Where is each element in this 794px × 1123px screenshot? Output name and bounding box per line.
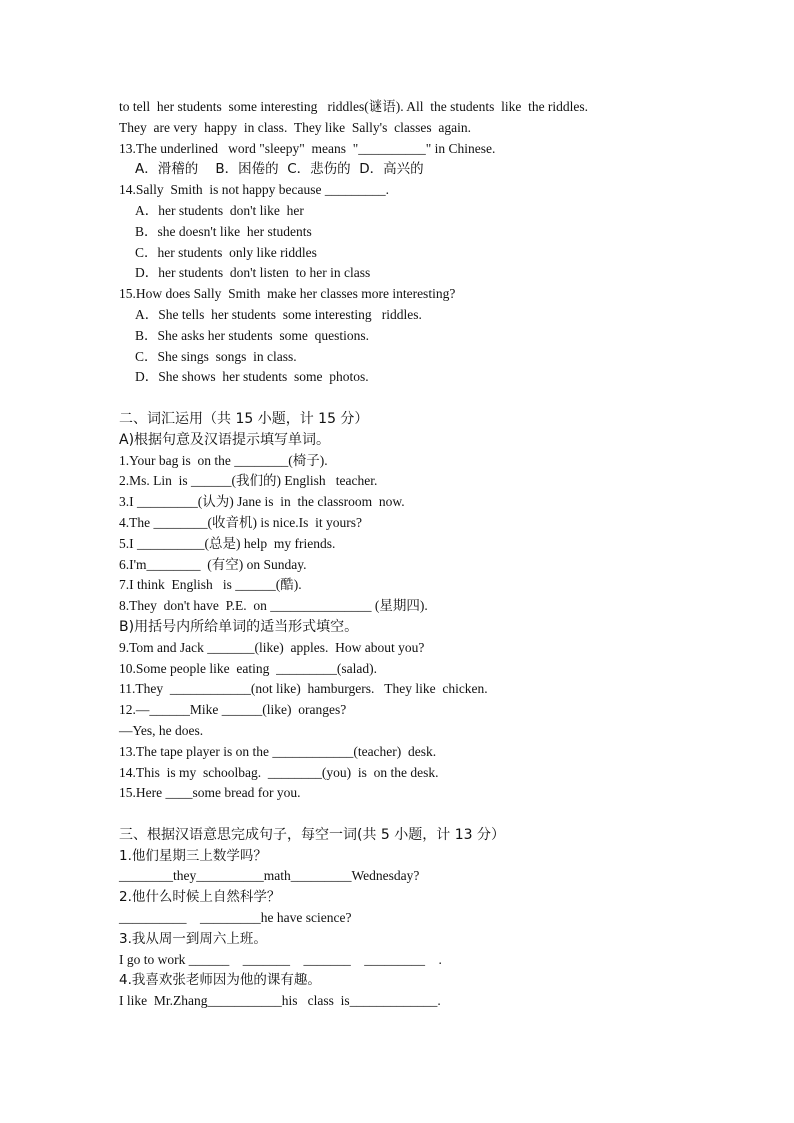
translation-blank-line: I like Mr.Zhang___________his class is_____________. (119, 993, 441, 1009)
form-item: 12.—______Mike ______(like) oranges? (119, 702, 347, 718)
section-2-title: 二、词汇运用（共 15 小题，计 15 分） (119, 410, 369, 427)
question-13-stem: 13.The underlined word "sleepy" means "__________" in Chinese. (119, 140, 496, 156)
question-15-stem: 15.How does Sally Smith make her classes more interesting? (119, 286, 456, 302)
vocab-item: 1.Your bag is on the ________(椅子). (119, 452, 328, 468)
vocab-item: 6.I'm________ (有空) on Sunday. (119, 556, 307, 572)
question-15-option-b: B．She asks her students some questions. (135, 327, 369, 343)
translation-prompt: 3.我从周一到周六上班。 (119, 930, 267, 947)
vocab-item: 8.They don't have P.E. on _______________ (星期四). (119, 598, 428, 614)
form-item: 15.Here ____some bread for you. (119, 785, 301, 801)
passage-line: to tell her students some interesting riddles(谜语). All the students like the riddles. (119, 99, 589, 114)
translation-prompt: 2.他什么时候上自然科学？ (119, 889, 281, 906)
vocab-item: 5.I __________(总是) help my friends. (119, 535, 336, 551)
question-14-option-b: B．she doesn't like her students (135, 223, 312, 239)
form-item: 10.Some people like eating _________(salad). (119, 660, 377, 676)
vocab-item: 4.The ________(收音机) is nice.Is it yours? (119, 514, 362, 530)
form-item-answer: —Yes, he does. (119, 722, 204, 738)
section-spacer (119, 804, 679, 825)
vocab-item: 3.I _________(认为) Jane is in the classroom now. (119, 494, 405, 510)
form-item: 9.Tom and Jack _______(like) apples. How about you? (119, 639, 425, 655)
question-13-options: A．滑稽的 B．困倦的 C．悲伤的 D．高兴的 (135, 161, 424, 178)
translation-prompt: 1.他们星期三上数学吗？ (119, 847, 267, 864)
form-item: 11.They ____________(not like) hamburgers. They like chicken. (119, 681, 488, 697)
worksheet-page (119, 97, 679, 1012)
section-2-part-b-title: B)用括号内所给单词的适当形式填空。 (119, 618, 359, 635)
question-14-option-c: C．her students only like riddles (135, 244, 317, 260)
section-2-part-a-title: A)根据句意及汉语提示填写单词。 (119, 431, 331, 448)
question-14-option-a: A．her students don't like her (135, 202, 304, 218)
vocab-item: 7.I think English is ______(酷). (119, 577, 302, 593)
passage-line: They are very happy in class. They like Sally's classes again. (119, 119, 471, 135)
translation-blank-line: ________they__________math_________Wednesday? (119, 868, 420, 884)
question-14-option-d: D．her students don't listen to her in class (135, 265, 371, 281)
form-item: 14.This is my schoolbag. ________(you) is on the desk. (119, 764, 439, 780)
vocab-item: 2.Ms. Lin is ______(我们的) English teacher. (119, 473, 378, 489)
question-15-option-d: D．She shows her students some photos. (135, 369, 369, 385)
section-spacer (119, 388, 679, 409)
question-15-option-a: A．She tells her students some interesting riddles. (135, 306, 422, 322)
translation-prompt: 4.我喜欢张老师因为他的课有趣。 (119, 972, 321, 989)
section-3-title: 三、根据汉语意思完成句子，每空一词(共 5 小题，计 13 分） (119, 826, 505, 843)
question-14-stem: 14.Sally Smith is not happy because _________. (119, 182, 389, 198)
question-15-option-c: C．She sings songs in class. (135, 348, 297, 364)
form-item: 13.The tape player is on the ____________(teacher) desk. (119, 743, 437, 759)
translation-blank-line: I go to work ______ _______ _______ _________ . (119, 951, 442, 967)
translation-blank-line: __________ _________he have science? (119, 910, 352, 926)
